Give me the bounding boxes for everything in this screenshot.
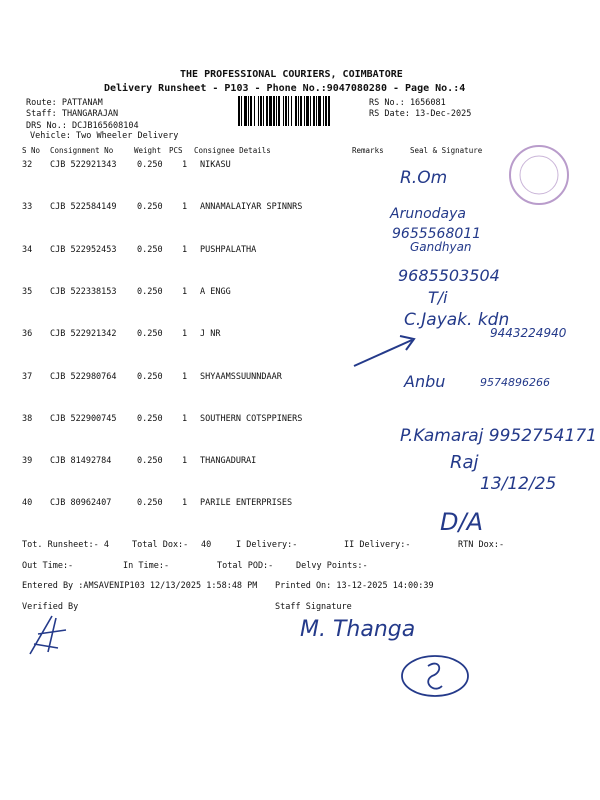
cell-weight: 0.250 [137, 413, 163, 424]
circled-mark [398, 652, 472, 700]
hw-row33-phone: 9655568011 [392, 226, 482, 242]
cell-consignee: A ENGG [200, 286, 231, 297]
hw-row36-name: C.Jayak. kdn [404, 310, 510, 330]
cell-consignee: THANGADURAI [200, 456, 257, 467]
col-sno: S No [22, 146, 41, 155]
out-time: Out Time:- [22, 561, 74, 571]
cell-sno: 33 [22, 202, 33, 213]
cell-pcs: 1 [182, 160, 188, 170]
hw-row39-date: 13/12/25 [480, 474, 557, 494]
verified-by: Verified By [22, 602, 79, 612]
cell-pcs: 1 [182, 498, 188, 509]
entered-by: Entered By :AMSAVENIP103 12/13/2025 1:58:48 PM [22, 581, 258, 591]
cell-weight: 0.250 [137, 498, 163, 509]
cell-consignment: CJB 522338153 [50, 286, 117, 297]
cell-pcs: 1 [182, 413, 188, 424]
company-title: THE PROFESSIONAL COURIERS, COIMBATORE [180, 69, 403, 80]
ii-delivery: II Delivery:- [344, 540, 411, 550]
cell-weight: 0.250 [137, 329, 163, 340]
cell-consignment: CJB 81492784 [50, 456, 112, 467]
rs-number: RS No.: 1656081 [369, 98, 446, 108]
total-runsheet: Tot. Runsheet:- 4 [22, 540, 109, 550]
col-consignee: Consignee Details [194, 146, 271, 155]
cell-consignment: CJB 522921343 [50, 160, 117, 170]
cell-sno: 36 [22, 329, 33, 340]
cell-sno: 37 [22, 371, 33, 382]
col-weight: Weight [134, 146, 162, 155]
cell-consignment: CJB 522980764 [50, 371, 117, 382]
rs-date: RS Date: 13-Dec-2025 [369, 109, 472, 119]
cell-consignee: PUSHPALATHA [200, 244, 257, 255]
cell-pcs: 1 [182, 371, 188, 382]
seal-stamp [506, 142, 572, 208]
cell-sno: 40 [22, 498, 33, 509]
cell-consignment: CJB 522952453 [50, 244, 117, 255]
cell-weight: 0.250 [137, 202, 163, 213]
hw-row37-name: Anbu [404, 372, 446, 391]
delvy-points: Delvy Points:- [296, 561, 368, 571]
cell-consignment: CJB 522584149 [50, 202, 117, 213]
col-pcs: PCS [169, 146, 183, 155]
hw-row33-name: Arunodaya [390, 206, 466, 222]
in-time: In Time:- [123, 561, 170, 571]
cell-consignee: SHYAAMSSUUNNDAAR [200, 371, 282, 382]
cell-pcs: 1 [182, 244, 188, 255]
hw-row39-name: Raj [450, 452, 479, 473]
cell-weight: 0.250 [137, 456, 163, 467]
staff: Staff: THANGARAJAN [26, 109, 119, 119]
cell-weight: 0.250 [137, 371, 163, 382]
hw-row34-name: Gandhyan [410, 240, 472, 254]
route: Route: PATTANAM [26, 98, 103, 108]
hw-row37-phone: 9574896266 [480, 376, 550, 389]
cell-sno: 32 [22, 160, 33, 170]
barcode [238, 96, 366, 126]
staff-signature-label: Staff Signature [275, 602, 352, 612]
cell-pcs: 1 [182, 202, 188, 213]
hw-row40: D/A [440, 508, 483, 536]
hw-row34-phone: 9685503504 [398, 266, 500, 285]
cell-weight: 0.250 [137, 244, 163, 255]
cell-sno: 39 [22, 456, 33, 467]
i-delivery: I Delivery:- [236, 540, 298, 550]
total-dox-value: 40 [201, 540, 212, 550]
cell-consignee: PARILE ENTERPRISES [200, 498, 293, 509]
hw-row32: R.Om [400, 168, 448, 188]
cell-weight: 0.250 [137, 160, 163, 170]
cell-weight: 0.250 [137, 286, 163, 297]
col-remarks: Remarks [352, 146, 384, 155]
total-pod: Total POD:- [217, 561, 274, 571]
cell-pcs: 1 [182, 456, 188, 467]
hw-row38: P.Kamaraj 9952754171 [400, 426, 597, 446]
cell-consignment: CJB 522921342 [50, 329, 117, 340]
vehicle: Vehicle: Two Wheeler Delivery [30, 131, 179, 141]
cell-consignee: ANNAMALAIYAR SPINNRS [200, 202, 303, 213]
total-dox-label: Total Dox:- [132, 540, 189, 550]
hw-row35: T/i [428, 288, 448, 307]
cell-sno: 38 [22, 413, 33, 424]
runsheet-subtitle: Delivery Runsheet - P103 - Phone No.:9047080280 - Page No.:4 [104, 83, 466, 94]
cell-sno: 34 [22, 244, 33, 255]
col-seal-signature: Seal & Signature [410, 146, 483, 155]
cell-consignment: CJB 522900745 [50, 413, 117, 424]
col-consignment: Consignment No [50, 146, 114, 155]
cell-sno: 35 [22, 286, 33, 297]
cell-consignee: J NR [200, 329, 221, 340]
cell-pcs: 1 [182, 329, 188, 340]
cell-consignee: SOUTHERN COTSPPINERS [200, 413, 303, 424]
hw-staff-signature: M. Thanga [300, 617, 416, 642]
printed-on: Printed On: 13-12-2025 14:00:39 [275, 581, 434, 591]
drs-number: DRS No.: DCJB165608104 [26, 121, 139, 131]
cell-pcs: 1 [182, 286, 188, 297]
cell-consignee: NIKASU [200, 160, 231, 170]
cell-consignment: CJB 80962407 [50, 498, 112, 509]
rtn-dox: RTN Dox:- [458, 540, 505, 550]
arrow-icon [350, 330, 420, 370]
hw-row36-phone: 9443224940 [490, 326, 567, 340]
verified-signature [26, 610, 72, 658]
